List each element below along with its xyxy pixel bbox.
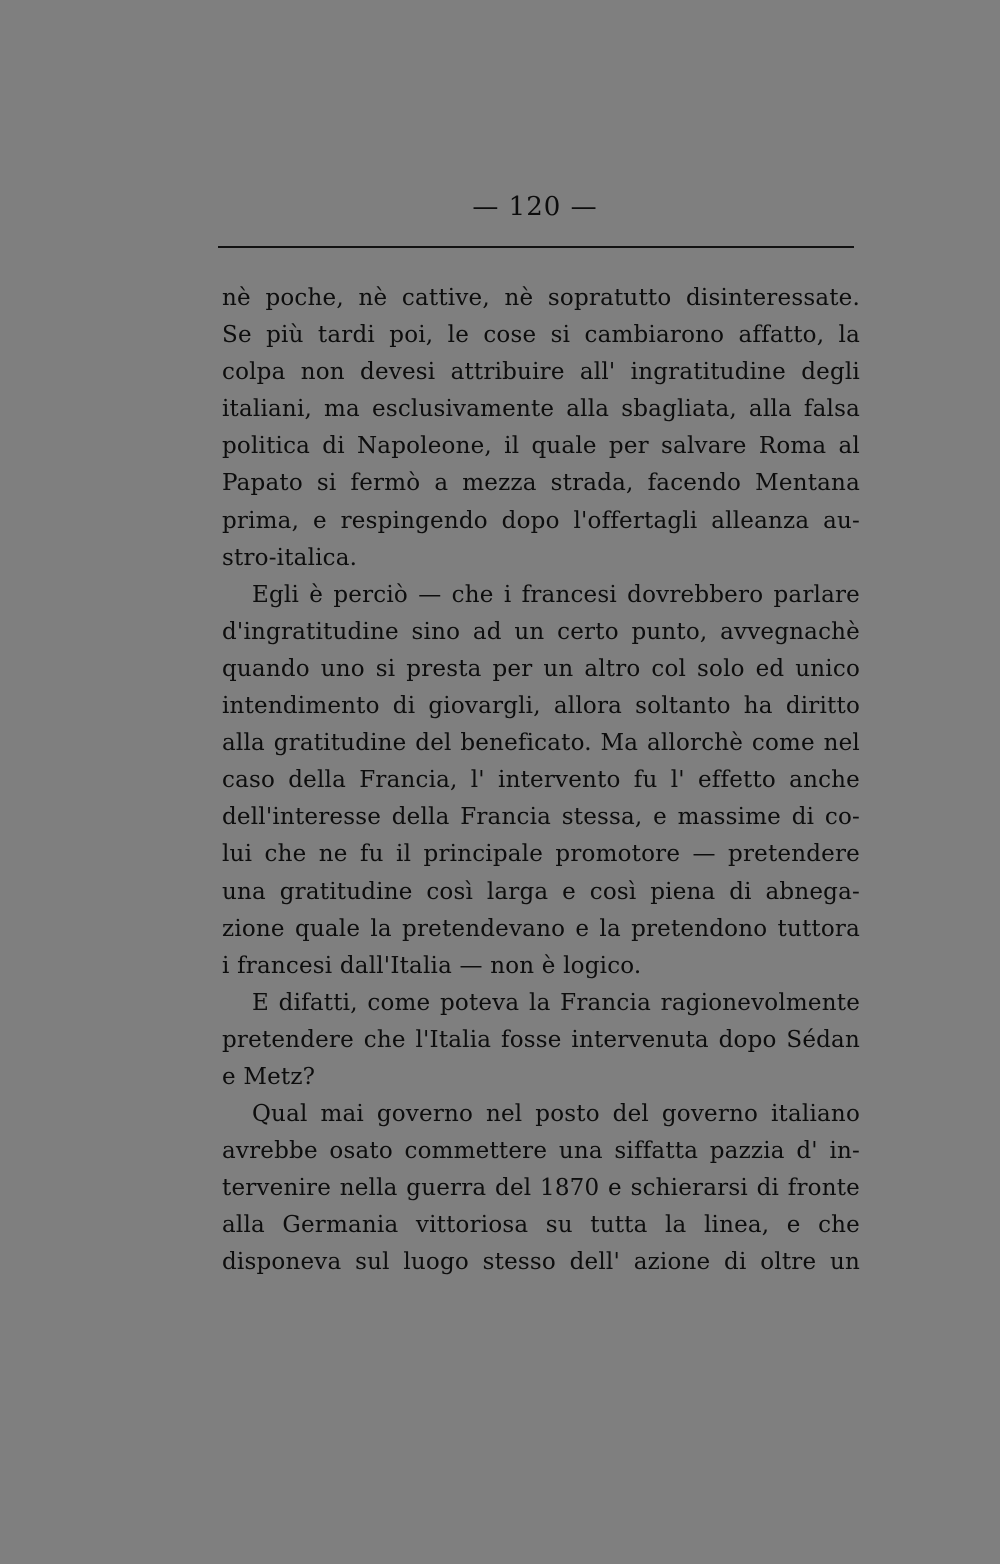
- text-line: dell'interesse della Francia stessa, e massime di co-: [222, 804, 860, 831]
- text-line: prima, e respingendo dopo l'offertagli alleanza au-: [222, 507, 860, 534]
- text-line: politica di Napoleone, il quale per salvare Roma al: [222, 433, 860, 460]
- text-line: E difatti, come poteva la Francia ragionevolmente: [252, 989, 860, 1016]
- text-line: italiani, ma esclusivamente alla sbagliata, alla falsa: [222, 396, 860, 423]
- text-line: stro-italica.: [222, 544, 358, 571]
- text-line: disponeva sul luogo stesso dell' azione di oltre un: [222, 1249, 860, 1276]
- text-line: una gratitudine così larga e così piena di abnega-: [222, 878, 860, 905]
- page-number: — 120 —: [472, 192, 598, 222]
- text-line: lui che ne fu il principale promotore — pretendere: [222, 841, 860, 868]
- text-line: alla Germania vittoriosa su tutta la linea, e che: [222, 1212, 860, 1239]
- text-line: i francesi dall'Italia — non è logico.: [222, 952, 642, 979]
- body-text: [222, 280, 860, 1282]
- text-line: colpa non devesi attribuire all' ingratitudine degli: [222, 359, 860, 386]
- header-rule: [218, 246, 854, 248]
- text-line: Se più tardi poi, le cose si cambiarono affatto, la: [222, 322, 860, 349]
- text-line: caso della Francia, l' intervento fu l' effetto anche: [222, 767, 860, 794]
- text-line: Egli è perciò — che i francesi dovrebbero parlare: [252, 581, 860, 608]
- text-line: tervenire nella guerra del 1870 e schierarsi di fronte: [222, 1175, 860, 1202]
- text-line: avrebbe osato commettere una siffatta pazzia d' in-: [222, 1138, 860, 1165]
- text-line: e Metz?: [222, 1063, 316, 1090]
- text-line: intendimento di giovargli, allora soltanto ha diritto: [222, 693, 860, 720]
- text-line: pretendere che l'Italia fosse intervenuta dopo Sédan: [222, 1026, 860, 1053]
- text-line: d'ingratitudine sino ad un certo punto, avvegnachè: [222, 618, 860, 645]
- text-line: zione quale la pretendevano e la pretendono tuttora: [222, 915, 860, 942]
- text-line: Papato si fermò a mezza strada, facendo Mentana: [222, 470, 860, 497]
- text-line: quando uno si presta per un altro col solo ed unico: [222, 655, 860, 682]
- text-line: alla gratitudine del beneficato. Ma allorchè come nel: [222, 730, 860, 757]
- text-line: Qual mai governo nel posto del governo italiano: [252, 1101, 860, 1128]
- text-line: nè poche, nè cattive, nè sopratutto disinteressate.: [222, 285, 860, 311]
